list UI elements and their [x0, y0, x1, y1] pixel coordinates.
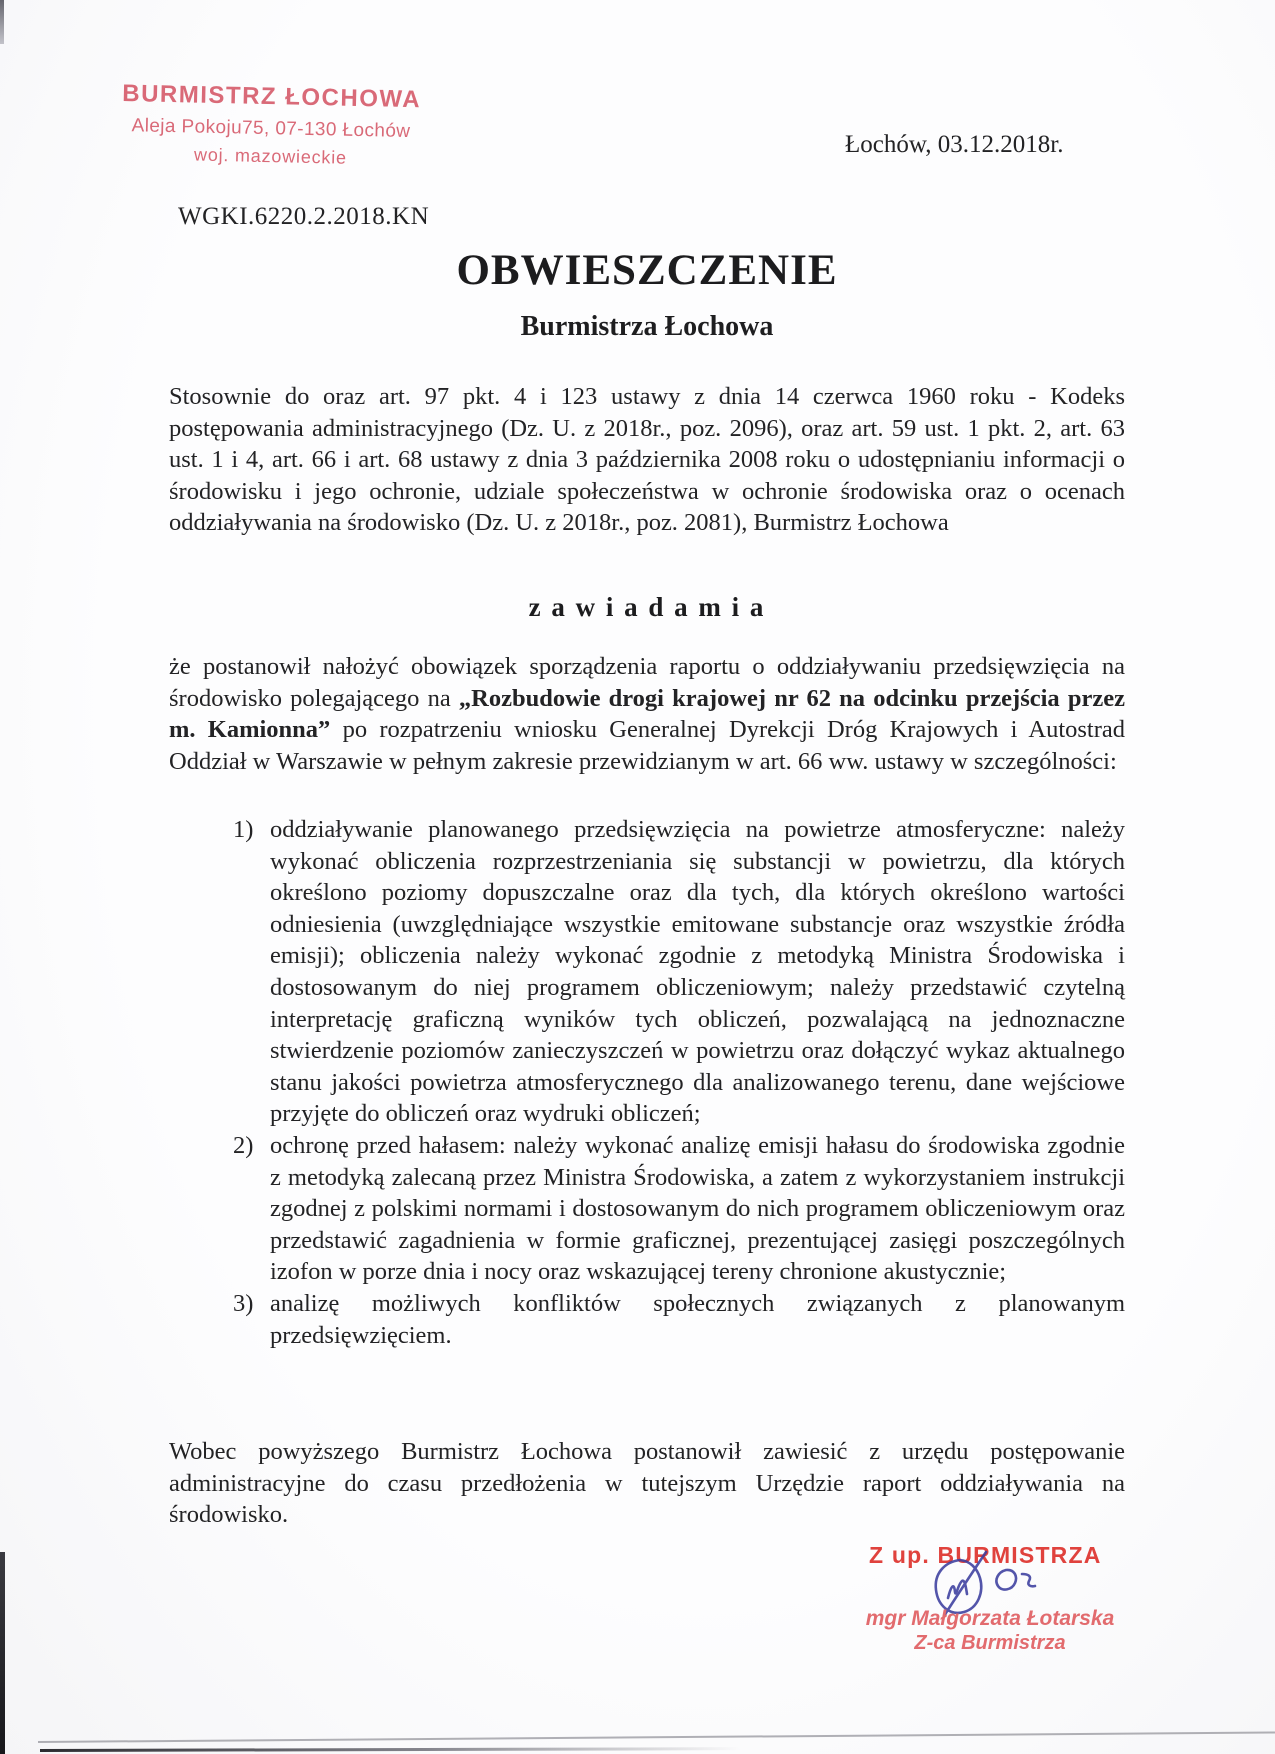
list-item-marker: 2)	[233, 1131, 254, 1159]
list-item-text: oddziaływanie planowanego przedsięwzięcia na powietrze atmosferyczne: należy wykonać obliczenia rozprzestrzeniania się substancji w powietrzu, dla których określono poziomy dopuszczalne oraz dla tych, dla których określono wartości odniesienia (uwzględniające wszystkie emitowane substancje oraz wszystkie źródła emisji); obliczenia należy wykonać zgodnie z metodyką Ministra Środowiska i dostosowanym do niej programem obliczeniowym; należy przedstawić czytelną interpretację graficzną wyników tych obliczeń, pozwalającą na jednoznaczne stwierdzenie poziomów zanieczyszczeń w powietrzu oraz dołączyć wykaz aktualnego stanu jakości powietrza atmosferycznego dla analizowanego terenu, dane wejściowe przyjęte do obliczeń oraz wydruki obliczeń;	[270, 816, 1125, 1128]
scan-edge-artifact-bottom-left	[0, 1552, 5, 1754]
signatory-name: mgr Małgorzata Łotarska	[865, 1607, 1115, 1630]
case-reference-number: WGKI.6220.2.2018.KN	[178, 203, 430, 230]
list-item-marker: 1)	[233, 816, 254, 843]
list-item-text: analizę możliwych konfliktów społecznych związanych z planowanym przedsięwzięciem.	[270, 1289, 1125, 1349]
decision-text-before: że postanowił nałożyć obowiązek sporządzenia raportu o oddziaływaniu przedsięwzięcia na środowisko polegającego na	[169, 653, 1125, 712]
list-item	[233, 1288, 1125, 1351]
paper-edge-line-faint	[38, 1732, 1275, 1743]
signature-authority-line: Z up. BURMISTRZA	[869, 1542, 1102, 1568]
office-stamp	[120, 80, 422, 170]
scan-edge-artifact-top-left	[0, 0, 4, 44]
document-title: OBWIESZCZENIE	[456, 247, 838, 294]
signatory-role: Z-ca Burmistrza	[914, 1632, 1066, 1654]
place-and-date: Łochów, 03.12.2018r.	[845, 131, 1064, 158]
announce-keyword: z a w i a d a m i a	[528, 592, 766, 622]
document-subtitle: Burmistrza Łochowa	[520, 311, 774, 342]
stamp-address: Aleja Pokoju75, 07-130 Łochów	[131, 115, 411, 143]
list-item	[233, 814, 1125, 1130]
stamp-authority: BURMISTRZ ŁOCHOWA	[122, 80, 422, 114]
list-item-text: ochronę przed hałasem: należy wykonać analizę emisji hałasu do środowiska zgodnie z metodyką zalecaną przez Ministra Środowiska, a zatem z wykorzystaniem instrukcji zgodnej z polskimi normami i dostosowanym do nich programem obliczeniowym oraz przedstawić zagadnienia w formie graficznej, prezentującej zasięgi poszczególnych izofon w porze dnia i nocy oraz wskazującej tereny chronione akustycznie;	[270, 1131, 1125, 1286]
legal-basis-paragraph: Stosownie do oraz art. 97 pkt. 4 i 123 ustawy z dnia 14 czerwca 1960 roku - Kodeks postępowania administracyjnego (Dz. U. z 2018r., poz. 2096), oraz art. 59 ust. 1 pkt. 2, art. 63 ust. 1 i 4, art. 66 i art. 68 ustawy z dnia 3 października 2008 roku o udostępnianiu informacji o środowisku i jego ochronie, udziale społeczeństwa w ochronie środowiska oraz o ocenach oddziaływania na środowisko (Dz. U. z 2018r., poz. 2081), Burmistrz Łochowa	[169, 383, 1125, 537]
decision-paragraph	[169, 651, 1125, 777]
requirements-list	[233, 814, 1125, 1351]
closing-paragraph: Wobec powyższego Burmistrz Łochowa postanowił zawiesić z urzędu postępowanie administracyjne do czasu przedłożenia w tutejszym Urzędzie raport oddziaływania na środowisko.	[169, 1438, 1125, 1529]
stamp-voivodeship: woj. mazowieckie	[193, 144, 348, 168]
project-name-bold: „Rozbudowie drogi krajowej nr 62 na odcinku przejścia przez m. Kamionna”	[169, 684, 1125, 744]
decision-text-after: po rozpatrzeniu wniosku Generalnej Dyrekcji Dróg Krajowych i Autostrad Oddział w Warszawie w pełnym zakresie przewidzianym w art. 66 ww. ustawy w szczególności:	[169, 716, 1125, 775]
signatory-identity	[860, 1607, 1120, 1655]
list-item	[233, 1130, 1125, 1288]
list-item-marker: 3)	[233, 1289, 254, 1317]
paper-edge-line-dark	[40, 1747, 740, 1752]
